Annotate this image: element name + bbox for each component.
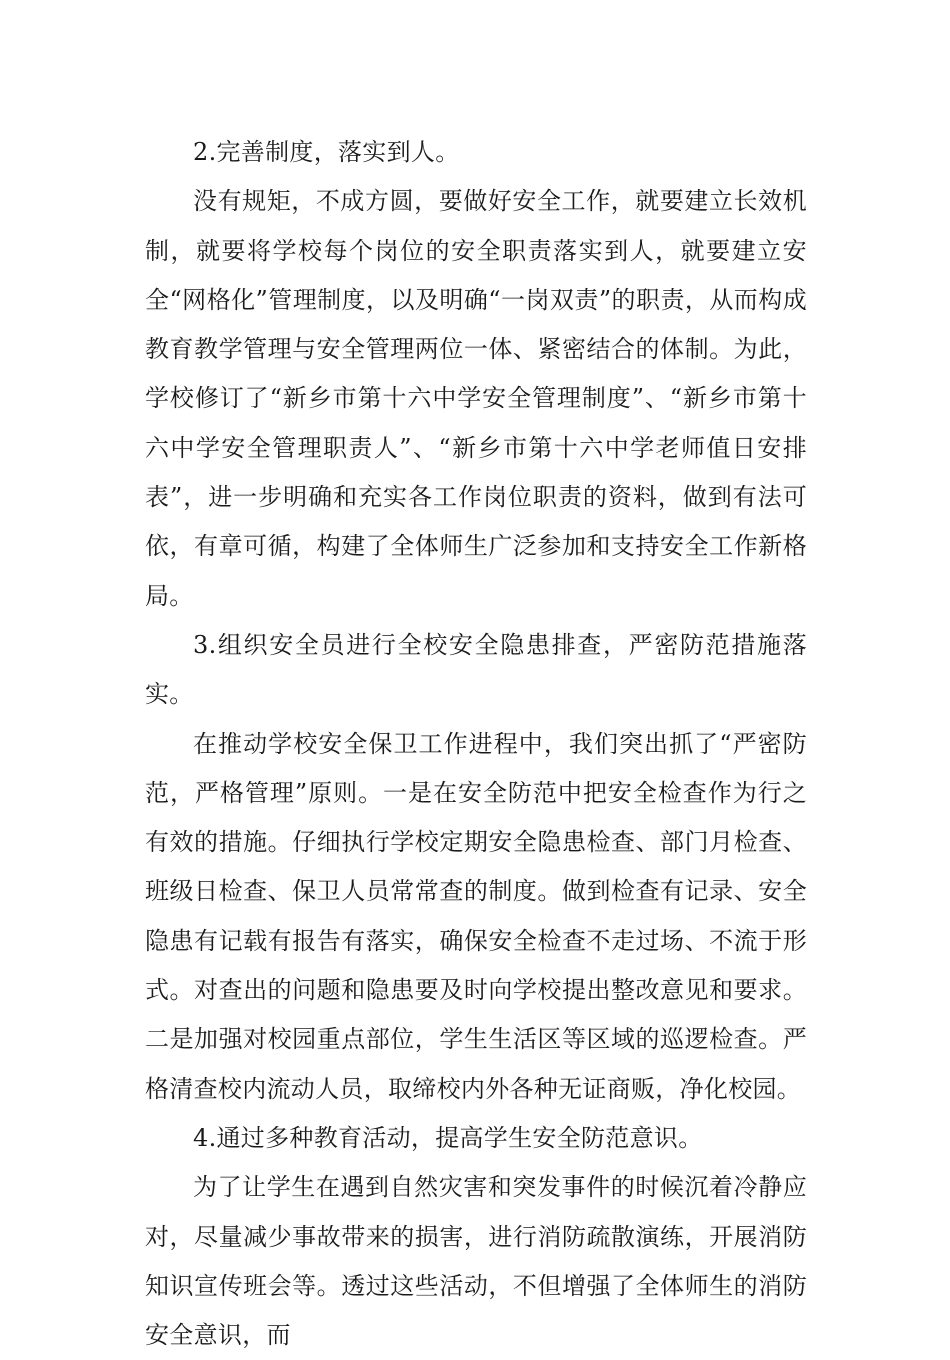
body-paragraph-inspection: 在推动学校安全保卫工作进程中，我们突出抓了“严密防范，严格管理”原则。一是在安全防范中把安全检查作为行之有效的措施。仔细执行学校定期安全隐患检查、部门月检查、班级日检查、保卫人员常常查的制度。做到检查有记录、安全隐患有记载有报告有落实，确保安全检查不走过场、不流于形式。对查出的问题和隐患要及时向学校提出整改意见和要求。二是加强对校园重点部位，学生生活区等区域的巡逻检查。严格清查校内流动人员，取缔校内外各种无证商贩，净化校园。 [145, 729, 807, 1103]
section-heading-2: 2.完善制度，落实到人。 [193, 138, 460, 166]
section-heading-3: 3.组织安全员进行全校安全隐患排查，严密防范措施落实。 [145, 630, 807, 709]
body-paragraph-education: 为了让学生在遇到自然灾害和突发事件的时候沉着冷静应对，尽量减少事故带来的损害，进行消防疏散演练，开展消防知识宣传班会等。透过这些活动，不但增强了全体师生的消防安全意识，而 [145, 1173, 807, 1350]
body-paragraph-rules: 没有规矩，不成方圆，要做好安全工作，就要建立长效机制，就要将学校每个岗位的安全职责落实到人，就要建立安全“网格化”管理制度，以及明确“一岗双责”的职责，从而构成教育教学管理与安全管理两位一体、紧密结合的体制。为此，学校修订了“新乡市第十六中学安全管理制度”、“新乡市第十六中学安全管理职责人”、“新乡市第十六中学老师值日安排表”，进一步明确和充实各工作岗位职责的资料，做到有法可依，有章可循，构建了全体师生广泛参加和支持安全工作新格局。 [145, 187, 807, 610]
document-page [145, 128, 807, 1360]
section-heading-4: 4.通过多种教育活动，提高学生安全防范意识。 [193, 1123, 703, 1152]
